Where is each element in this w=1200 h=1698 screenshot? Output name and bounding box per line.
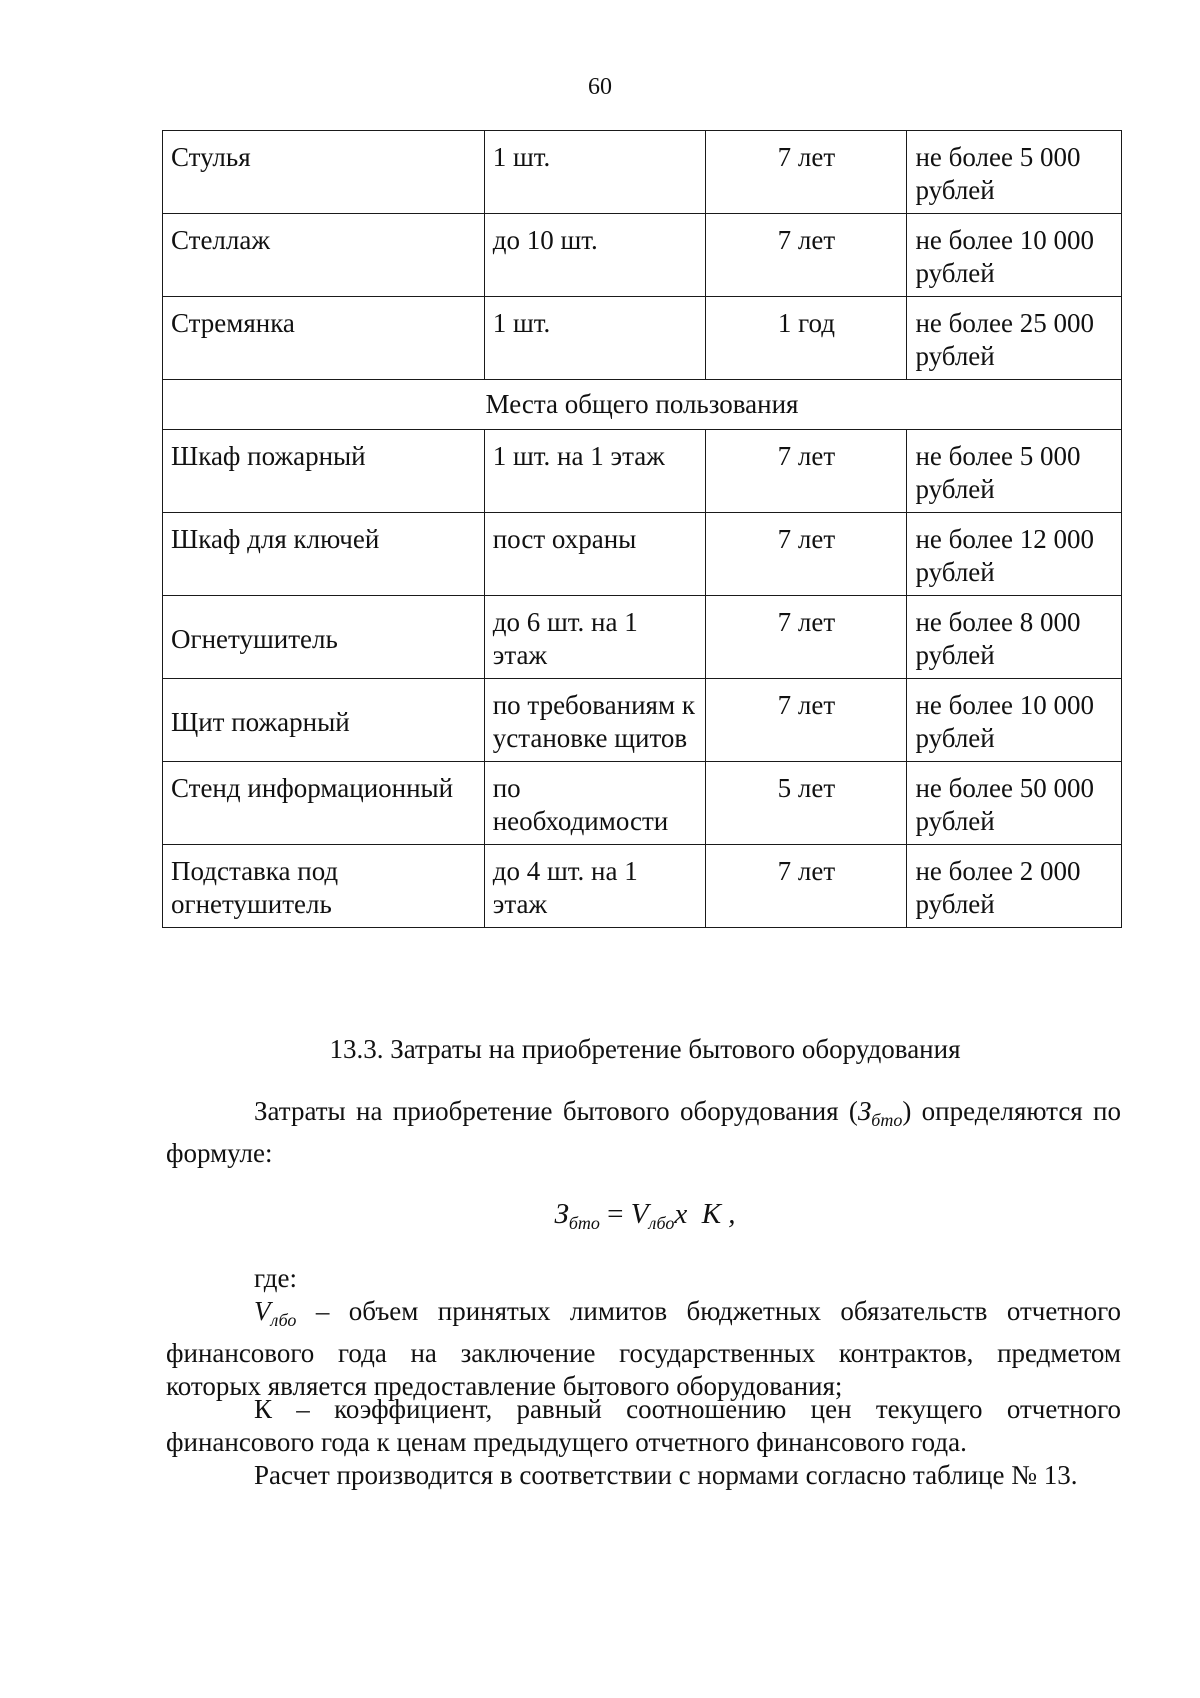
table-cell-name: Шкаф для ключей	[163, 513, 485, 596]
intro-symbol: З	[857, 1096, 872, 1126]
definition-k-text: К – коэффициент, равный соотношению цен текущего отчетного финансового года к ценам предыдущего отчетного финансового года.	[166, 1394, 1121, 1457]
intro-text-after: ) определяются по формуле:	[166, 1096, 1121, 1168]
formula-lhs: З	[554, 1198, 569, 1230]
table-cell-qty: по необходимости	[484, 762, 706, 845]
formula-lhs-subscript: бто	[568, 1213, 600, 1233]
table-section-title: Места общего пользования	[163, 380, 1122, 430]
table-cell-term: 7 лет	[706, 513, 907, 596]
table-cell-price: не более 5 000 рублей	[907, 430, 1122, 513]
table-cell-qty: по требованиям к установке щитов	[484, 679, 706, 762]
table-cell-price: не более 2 000 рублей	[907, 845, 1122, 928]
table-cell-price: не более 10 000 рублей	[907, 214, 1122, 297]
table-cell-qty: до 6 шт. на 1 этаж	[484, 596, 706, 679]
table-cell-price: не более 5 000 рублей	[907, 131, 1122, 214]
table-row	[163, 596, 1122, 679]
table-cell-price: не более 8 000 рублей	[907, 596, 1122, 679]
table-cell-qty: пост охраны	[484, 513, 706, 596]
table-cell-term: 1 год	[706, 297, 907, 380]
table-row	[163, 430, 1122, 513]
formula-rest: х К ,	[674, 1198, 736, 1230]
definition-k	[166, 1393, 1121, 1459]
table-row	[163, 513, 1122, 596]
table-cell-name: Подставка под огнетушитель	[163, 845, 485, 928]
table-cell-name: Стенд информационный	[163, 762, 485, 845]
table-row	[163, 679, 1122, 762]
formula	[0, 1198, 1200, 1234]
formula-equals: =	[599, 1198, 631, 1230]
intro-symbol-subscript: бто	[871, 1110, 903, 1130]
table-row	[163, 131, 1122, 214]
table-cell-price: не более 25 000 рублей	[907, 297, 1122, 380]
closing-paragraph	[166, 1459, 1121, 1492]
table-cell-term: 7 лет	[706, 214, 907, 297]
page-number: 60	[588, 74, 612, 100]
table-cell-term: 7 лет	[706, 845, 907, 928]
table-cell-qty: до 10 шт.	[484, 214, 706, 297]
table-cell-term: 5 лет	[706, 762, 907, 845]
table-cell-price: не более 12 000 рублей	[907, 513, 1122, 596]
formula-v-subscript: лбо	[648, 1213, 675, 1233]
intro-paragraph	[166, 1095, 1121, 1170]
table-cell-qty: до 4 шт. на 1 этаж	[484, 845, 706, 928]
section-heading: 13.3. Затраты на приобретение бытового оборудования	[329, 1034, 961, 1064]
definition-v-subscript: лбо	[270, 1310, 297, 1330]
table-row	[163, 845, 1122, 928]
table-cell-qty: 1 шт.	[484, 297, 706, 380]
definition-v-text: – объем принятых лимитов бюджетных обязательств отчетного финансового года на заключение государственных контрактов, предметом которых является предоставление бытового оборудования;	[166, 1296, 1121, 1401]
table-cell-price: не более 10 000 рублей	[907, 679, 1122, 762]
table-cell-name: Огнетушитель	[163, 596, 485, 679]
table-cell-term: 7 лет	[706, 596, 907, 679]
table-row	[163, 762, 1122, 845]
table-cell-qty: 1 шт.	[484, 131, 706, 214]
table-row	[163, 214, 1122, 297]
table-cell-name: Шкаф пожарный	[163, 430, 485, 513]
definition-v	[166, 1295, 1121, 1403]
norms-table	[162, 130, 1122, 928]
definition-v-symbol: V	[254, 1296, 271, 1326]
table-cell-name: Щит пожарный	[163, 679, 485, 762]
table-cell-name: Стеллаж	[163, 214, 485, 297]
intro-text-before: Затраты на приобретение бытового оборудования (	[254, 1096, 858, 1126]
closing-text: Расчет производится в соответствии с нормами согласно таблице № 13.	[254, 1460, 1078, 1490]
where-label	[166, 1262, 1121, 1295]
table-cell-term: 7 лет	[706, 131, 907, 214]
table-section-row	[163, 380, 1122, 430]
where-label-text: где:	[254, 1263, 297, 1293]
table-cell-qty: 1 шт. на 1 этаж	[484, 430, 706, 513]
table-row	[163, 297, 1122, 380]
formula-v: V	[630, 1198, 649, 1230]
table-cell-price: не более 50 000 рублей	[907, 762, 1122, 845]
table-cell-name: Стремянка	[163, 297, 485, 380]
table-cell-term: 7 лет	[706, 679, 907, 762]
table-cell-name: Стулья	[163, 131, 485, 214]
table-cell-term: 7 лет	[706, 430, 907, 513]
